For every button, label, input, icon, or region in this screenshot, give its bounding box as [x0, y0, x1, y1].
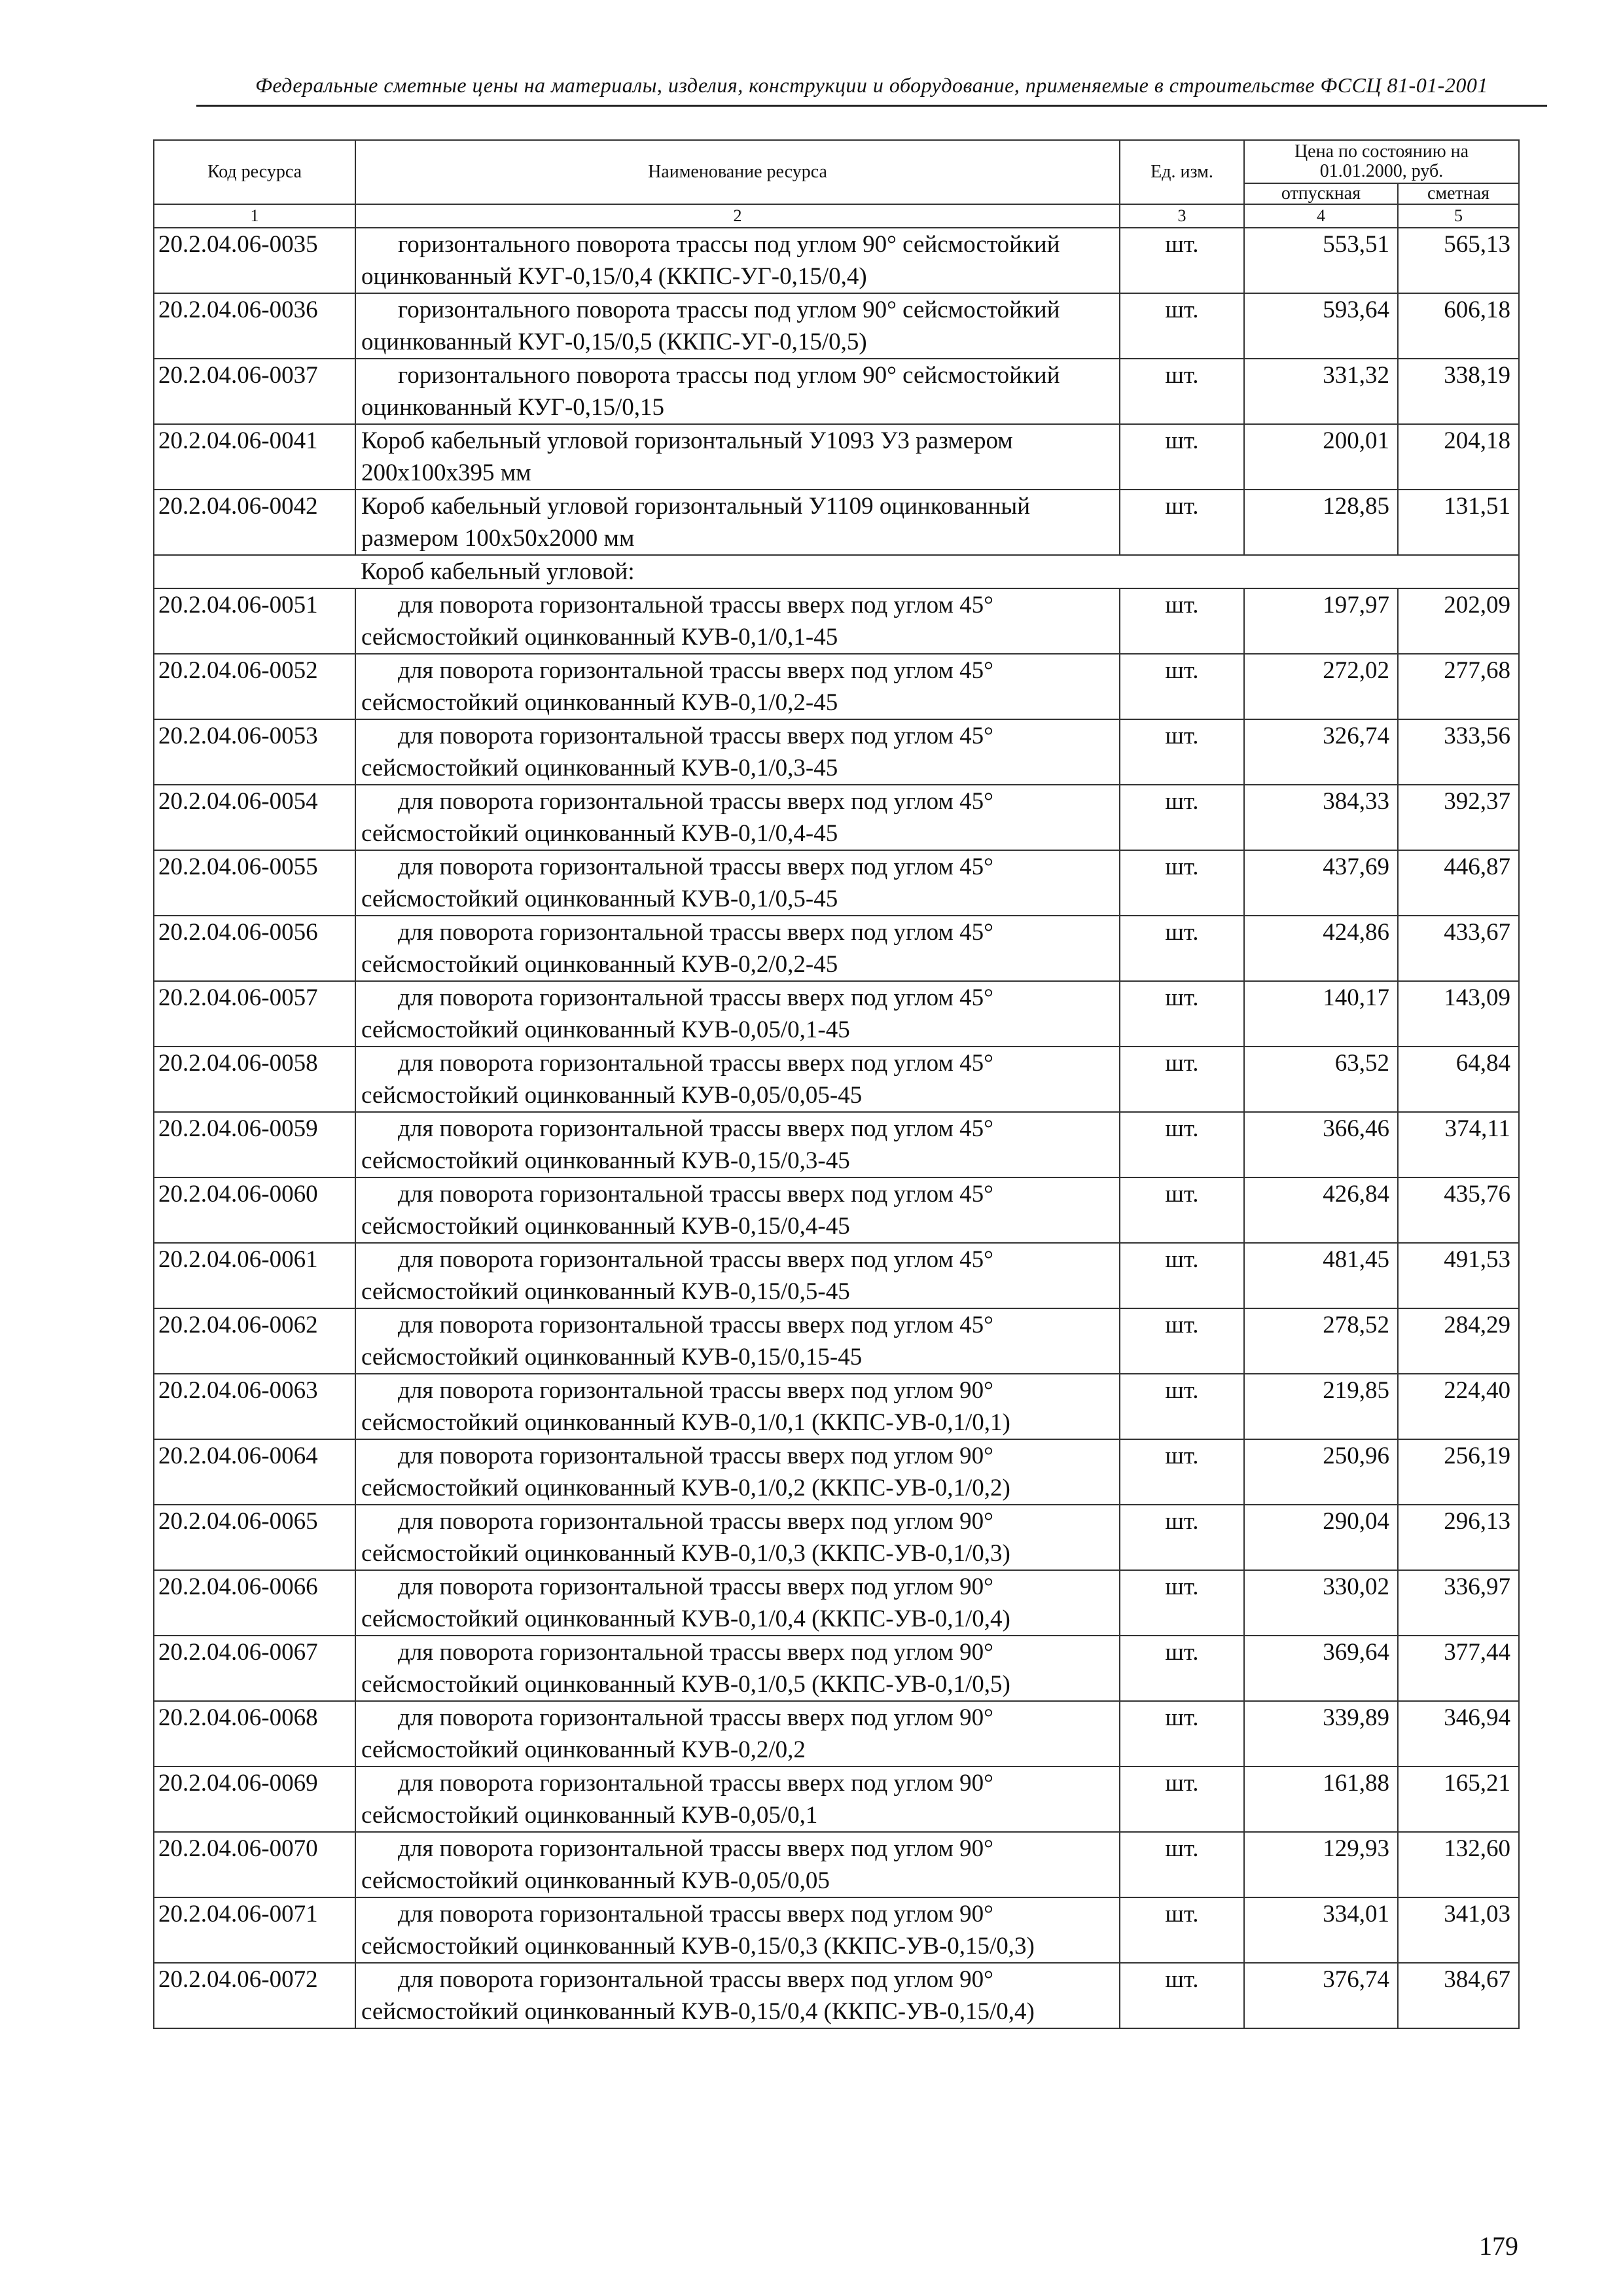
table-row — [154, 359, 1519, 424]
table-row — [154, 490, 1519, 555]
cell-code: 20.2.04.06-0066 — [154, 1570, 355, 1636]
cell-code: 20.2.04.06-0068 — [154, 1701, 355, 1767]
cell-price-release: 437,69 — [1244, 850, 1398, 916]
cell-unit: шт. — [1120, 1112, 1244, 1177]
header-code: Код ресурса — [154, 140, 355, 204]
cell-price-estimate: 346,94 — [1398, 1701, 1519, 1767]
cell-price-release: 366,46 — [1244, 1112, 1398, 1177]
column-number: 3 — [1120, 204, 1244, 228]
cell-price-estimate: 333,56 — [1398, 719, 1519, 785]
header-price-release: отпускная — [1244, 183, 1398, 204]
table-row — [154, 1636, 1519, 1701]
cell-price-estimate: 132,60 — [1398, 1832, 1519, 1897]
cell-price-release: 424,86 — [1244, 916, 1398, 981]
table-row — [154, 1505, 1519, 1570]
table-row — [154, 424, 1519, 490]
cell-unit: шт. — [1120, 1570, 1244, 1636]
cell-price-release: 219,85 — [1244, 1374, 1398, 1439]
cell-name: для поворота горизонтальной трассы вверх под углом 45° сейсмостойкий оцинкованный КУВ-0,1/0,4-45 — [355, 785, 1120, 850]
cell-price-estimate: 204,18 — [1398, 424, 1519, 490]
table-row — [154, 228, 1519, 293]
table-row — [154, 293, 1519, 359]
cell-unit: шт. — [1120, 1308, 1244, 1374]
cell-price-release: 553,51 — [1244, 228, 1398, 293]
table-body — [154, 228, 1519, 2028]
cell-price-release: 334,01 — [1244, 1897, 1398, 1963]
table-row — [154, 850, 1519, 916]
header-unit: Ед. изм. — [1120, 140, 1244, 204]
cell-unit: шт. — [1120, 654, 1244, 719]
cell-name: для поворота горизонтальной трассы вверх под углом 45° сейсмостойкий оцинкованный КУВ-0,15/0,5-45 — [355, 1243, 1120, 1308]
table-row — [154, 719, 1519, 785]
table-group-row — [154, 555, 1519, 588]
header-name: Наименование ресурса — [355, 140, 1120, 204]
cell-price-release: 290,04 — [1244, 1505, 1398, 1570]
cell-code: 20.2.04.06-0035 — [154, 228, 355, 293]
cell-unit: шт. — [1120, 228, 1244, 293]
cell-price-estimate: 202,09 — [1398, 588, 1519, 654]
cell-name: Короб кабельный угловой горизонтальный У1109 оцинкованный размером 100х50х2000 мм — [355, 490, 1120, 555]
cell-unit: шт. — [1120, 359, 1244, 424]
cell-price-estimate: 374,11 — [1398, 1112, 1519, 1177]
cell-unit: шт. — [1120, 1767, 1244, 1832]
cell-price-release: 481,45 — [1244, 1243, 1398, 1308]
page-number: 179 — [1479, 2231, 1518, 2261]
cell-code: 20.2.04.06-0063 — [154, 1374, 355, 1439]
cell-price-release: 376,74 — [1244, 1963, 1398, 2028]
cell-name: для поворота горизонтальной трассы вверх под углом 90° сейсмостойкий оцинкованный КУВ-0,1/0,2 (ККПС-УВ-0,1/0,2) — [355, 1439, 1120, 1505]
cell-code: 20.2.04.06-0061 — [154, 1243, 355, 1308]
cell-name: для поворота горизонтальной трассы вверх под углом 45° сейсмостойкий оцинкованный КУВ-0,05/0,05-45 — [355, 1047, 1120, 1112]
table-row — [154, 1963, 1519, 2028]
column-number: 5 — [1398, 204, 1519, 228]
cell-unit: шт. — [1120, 785, 1244, 850]
cell-code: 20.2.04.06-0041 — [154, 424, 355, 490]
cell-unit: шт. — [1120, 916, 1244, 981]
header-rule — [196, 105, 1547, 107]
cell-code: 20.2.04.06-0065 — [154, 1505, 355, 1570]
table-row — [154, 1308, 1519, 1374]
cell-name: для поворота горизонтальной трассы вверх под углом 90° сейсмостойкий оцинкованный КУВ-0,1/0,1 (ККПС-УВ-0,1/0,1) — [355, 1374, 1120, 1439]
cell-name: для поворота горизонтальной трассы вверх под углом 45° сейсмостойкий оцинкованный КУВ-0,15/0,4-45 — [355, 1177, 1120, 1243]
cell-code: 20.2.04.06-0072 — [154, 1963, 355, 2028]
cell-name: для поворота горизонтальной трассы вверх под углом 90° сейсмостойкий оцинкованный КУВ-0,1/0,5 (ККПС-УВ-0,1/0,5) — [355, 1636, 1120, 1701]
cell-code: 20.2.04.06-0057 — [154, 981, 355, 1047]
cell-price-release: 593,64 — [1244, 293, 1398, 359]
cell-price-release: 161,88 — [1244, 1767, 1398, 1832]
cell-code: 20.2.04.06-0071 — [154, 1897, 355, 1963]
cell-code: 20.2.04.06-0064 — [154, 1439, 355, 1505]
cell-code: 20.2.04.06-0051 — [154, 588, 355, 654]
table-row — [154, 1701, 1519, 1767]
cell-name: для поворота горизонтальной трассы вверх под углом 90° сейсмостойкий оцинкованный КУВ-0,05/0,1 — [355, 1767, 1120, 1832]
cell-price-estimate: 336,97 — [1398, 1570, 1519, 1636]
price-table — [153, 139, 1520, 2029]
cell-name: для поворота горизонтальной трассы вверх под углом 45° сейсмостойкий оцинкованный КУВ-0,15/0,15-45 — [355, 1308, 1120, 1374]
cell-unit: шт. — [1120, 719, 1244, 785]
table-row — [154, 1767, 1519, 1832]
cell-name: для поворота горизонтальной трассы вверх под углом 45° сейсмостойкий оцинкованный КУВ-0,05/0,1-45 — [355, 981, 1120, 1047]
cell-name: для поворота горизонтальной трассы вверх под углом 45° сейсмостойкий оцинкованный КУВ-0,1/0,1-45 — [355, 588, 1120, 654]
cell-price-release: 140,17 — [1244, 981, 1398, 1047]
cell-price-release: 63,52 — [1244, 1047, 1398, 1112]
cell-price-estimate: 433,67 — [1398, 916, 1519, 981]
table-row — [154, 1897, 1519, 1963]
table-row — [154, 1832, 1519, 1897]
cell-price-release: 330,02 — [1244, 1570, 1398, 1636]
cell-price-estimate: 435,76 — [1398, 1177, 1519, 1243]
table-row — [154, 588, 1519, 654]
cell-unit: шт. — [1120, 1439, 1244, 1505]
cell-price-release: 369,64 — [1244, 1636, 1398, 1701]
column-number: 2 — [355, 204, 1120, 228]
table-row — [154, 916, 1519, 981]
cell-price-release: 331,32 — [1244, 359, 1398, 424]
column-number: 1 — [154, 204, 355, 228]
cell-price-estimate: 284,29 — [1398, 1308, 1519, 1374]
cell-price-release: 326,74 — [1244, 719, 1398, 785]
cell-name: для поворота горизонтальной трассы вверх под углом 45° сейсмостойкий оцинкованный КУВ-0,1/0,2-45 — [355, 654, 1120, 719]
cell-unit: шт. — [1120, 850, 1244, 916]
cell-name: для поворота горизонтальной трассы вверх под углом 90° сейсмостойкий оцинкованный КУВ-0,05/0,05 — [355, 1832, 1120, 1897]
cell-unit: шт. — [1120, 1832, 1244, 1897]
cell-name: Короб кабельный угловой горизонтальный У1093 У3 размером 200х100х395 мм — [355, 424, 1120, 490]
cell-name: горизонтального поворота трассы под углом 90° сейсмостойкий оцинкованный КУГ-0,15/0,15 — [355, 359, 1120, 424]
cell-price-estimate: 165,21 — [1398, 1767, 1519, 1832]
header-price-group: Цена по состоянию на 01.01.2000, руб. — [1244, 140, 1519, 183]
cell-code: 20.2.04.06-0059 — [154, 1112, 355, 1177]
cell-name: для поворота горизонтальной трассы вверх под углом 90° сейсмостойкий оцинкованный КУВ-0,15/0,3 (ККПС-УВ-0,15/0,3) — [355, 1897, 1120, 1963]
table-row — [154, 1047, 1519, 1112]
cell-name: горизонтального поворота трассы под углом 90° сейсмостойкий оцинкованный КУГ-0,15/0,5 (ККПС-УГ-0,15/0,5) — [355, 293, 1120, 359]
cell-price-release: 197,97 — [1244, 588, 1398, 654]
cell-code: 20.2.04.06-0037 — [154, 359, 355, 424]
table-row — [154, 1439, 1519, 1505]
table-row — [154, 785, 1519, 850]
cell-name: для поворота горизонтальной трассы вверх под углом 45° сейсмостойкий оцинкованный КУВ-0,2/0,2-45 — [355, 916, 1120, 981]
cell-unit: шт. — [1120, 1701, 1244, 1767]
cell-price-estimate: 143,09 — [1398, 981, 1519, 1047]
cell-name: для поворота горизонтальной трассы вверх под углом 45° сейсмостойкий оцинкованный КУВ-0,1/0,3-45 — [355, 719, 1120, 785]
cell-price-release: 200,01 — [1244, 424, 1398, 490]
running-header: Федеральные сметные цены на материалы, изделия, конструкции и оборудование, применяемые в строительстве ФССЦ 81-01-2001 — [255, 73, 1488, 97]
cell-unit: шт. — [1120, 293, 1244, 359]
table-row — [154, 981, 1519, 1047]
cell-code: 20.2.04.06-0042 — [154, 490, 355, 555]
cell-price-estimate: 384,67 — [1398, 1963, 1519, 2028]
cell-price-estimate: 392,37 — [1398, 785, 1519, 850]
cell-code: 20.2.04.06-0054 — [154, 785, 355, 850]
cell-price-estimate: 446,87 — [1398, 850, 1519, 916]
table-row — [154, 1243, 1519, 1308]
cell-unit: шт. — [1120, 1177, 1244, 1243]
cell-name: для поворота горизонтальной трассы вверх под углом 90° сейсмостойкий оцинкованный КУВ-0,15/0,4 (ККПС-УВ-0,15/0,4) — [355, 1963, 1120, 2028]
cell-price-release: 278,52 — [1244, 1308, 1398, 1374]
cell-price-estimate: 606,18 — [1398, 293, 1519, 359]
cell-name: для поворота горизонтальной трассы вверх под углом 45° сейсмостойкий оцинкованный КУВ-0,1/0,5-45 — [355, 850, 1120, 916]
cell-unit: шт. — [1120, 981, 1244, 1047]
cell-group-title: Короб кабельный угловой: — [355, 555, 1519, 588]
cell-code: 20.2.04.06-0060 — [154, 1177, 355, 1243]
cell-unit: шт. — [1120, 424, 1244, 490]
table-row — [154, 1177, 1519, 1243]
cell-price-release: 426,84 — [1244, 1177, 1398, 1243]
cell-code: 20.2.04.06-0056 — [154, 916, 355, 981]
cell-name: горизонтального поворота трассы под углом 90° сейсмостойкий оцинкованный КУГ-0,15/0,4 (ККПС-УГ-0,15/0,4) — [355, 228, 1120, 293]
cell-unit: шт. — [1120, 1636, 1244, 1701]
cell-price-release: 339,89 — [1244, 1701, 1398, 1767]
cell-code: 20.2.04.06-0070 — [154, 1832, 355, 1897]
cell-code: 20.2.04.06-0062 — [154, 1308, 355, 1374]
cell-name: для поворота горизонтальной трассы вверх под углом 45° сейсмостойкий оцинкованный КУВ-0,15/0,3-45 — [355, 1112, 1120, 1177]
cell-code: 20.2.04.06-0036 — [154, 293, 355, 359]
cell-name: для поворота горизонтальной трассы вверх под углом 90° сейсмостойкий оцинкованный КУВ-0,2/0,2 — [355, 1701, 1120, 1767]
cell-unit: шт. — [1120, 588, 1244, 654]
cell-code — [154, 555, 355, 588]
cell-price-release: 128,85 — [1244, 490, 1398, 555]
cell-code: 20.2.04.06-0067 — [154, 1636, 355, 1701]
cell-unit: шт. — [1120, 1963, 1244, 2028]
cell-code: 20.2.04.06-0055 — [154, 850, 355, 916]
column-numbering-row — [154, 204, 1519, 228]
cell-price-estimate: 277,68 — [1398, 654, 1519, 719]
cell-code: 20.2.04.06-0053 — [154, 719, 355, 785]
cell-price-release: 129,93 — [1244, 1832, 1398, 1897]
table-row — [154, 1374, 1519, 1439]
cell-price-release: 250,96 — [1244, 1439, 1398, 1505]
cell-price-estimate: 377,44 — [1398, 1636, 1519, 1701]
cell-name: для поворота горизонтальной трассы вверх под углом 90° сейсмостойкий оцинкованный КУВ-0,1/0,4 (ККПС-УВ-0,1/0,4) — [355, 1570, 1120, 1636]
cell-price-estimate: 341,03 — [1398, 1897, 1519, 1963]
cell-price-estimate: 296,13 — [1398, 1505, 1519, 1570]
cell-code: 20.2.04.06-0052 — [154, 654, 355, 719]
cell-code: 20.2.04.06-0069 — [154, 1767, 355, 1832]
cell-price-release: 272,02 — [1244, 654, 1398, 719]
cell-price-estimate: 338,19 — [1398, 359, 1519, 424]
cell-unit: шт. — [1120, 1897, 1244, 1963]
cell-unit: шт. — [1120, 1047, 1244, 1112]
cell-name: для поворота горизонтальной трассы вверх под углом 90° сейсмостойкий оцинкованный КУВ-0,1/0,3 (ККПС-УВ-0,1/0,3) — [355, 1505, 1120, 1570]
cell-price-estimate: 491,53 — [1398, 1243, 1519, 1308]
column-number: 4 — [1244, 204, 1398, 228]
table-row — [154, 1570, 1519, 1636]
table-row — [154, 1112, 1519, 1177]
cell-unit: шт. — [1120, 1374, 1244, 1439]
cell-unit: шт. — [1120, 490, 1244, 555]
header-price-estimate: сметная — [1398, 183, 1519, 204]
cell-code: 20.2.04.06-0058 — [154, 1047, 355, 1112]
cell-price-estimate: 64,84 — [1398, 1047, 1519, 1112]
table-row — [154, 654, 1519, 719]
cell-price-release: 384,33 — [1244, 785, 1398, 850]
cell-price-estimate: 256,19 — [1398, 1439, 1519, 1505]
cell-price-estimate: 565,13 — [1398, 228, 1519, 293]
cell-unit: шт. — [1120, 1505, 1244, 1570]
cell-unit: шт. — [1120, 1243, 1244, 1308]
cell-price-estimate: 224,40 — [1398, 1374, 1519, 1439]
cell-price-estimate: 131,51 — [1398, 490, 1519, 555]
